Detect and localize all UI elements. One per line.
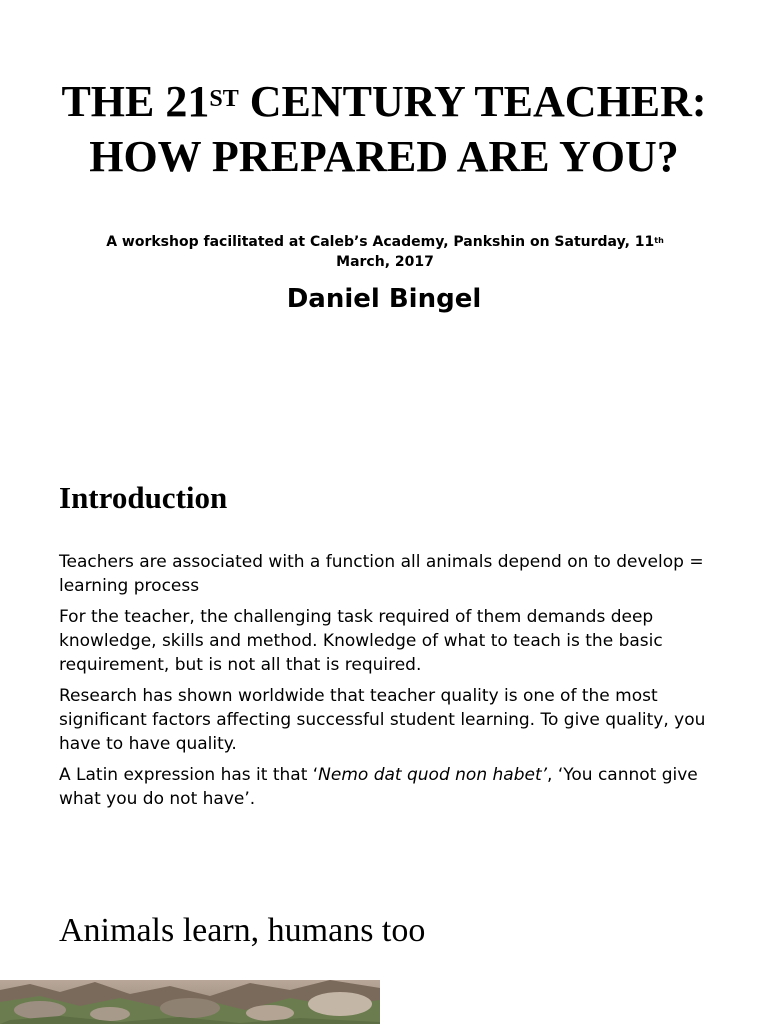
animals-slide bbox=[0, 880, 768, 1024]
introduction-slide bbox=[0, 460, 768, 880]
intro-paragraph-4 bbox=[59, 763, 719, 811]
title-text-part1: THE 21 bbox=[61, 77, 210, 126]
rocky-landscape-image bbox=[0, 980, 380, 1024]
main-title bbox=[0, 74, 768, 184]
subtitle-text-part2: March, 2017 bbox=[336, 254, 434, 270]
intro-paragraph-3: Research has shown worldwide that teacher quality is one of the most significant factors affecting successful student learning. To give quality, you have to have quality. bbox=[59, 686, 706, 754]
title-superscript: ST bbox=[209, 86, 239, 112]
intro-paragraph-2: For the teacher, the challenging task required of them demands deep knowledge, skills and method. Knowledge of what to teach is the basic requirement, but is not all that is required. bbox=[59, 607, 663, 675]
workshop-subtitle bbox=[90, 232, 680, 272]
latin-phrase: Nemo dat quod non habet’ bbox=[318, 765, 548, 785]
subtitle-text-part1: A workshop facilitated at Caleb’s Academy, Pankshin on Saturday, 11 bbox=[106, 234, 655, 250]
animals-heading: Animals learn, humans too bbox=[59, 912, 426, 949]
author-name: Daniel Bingel bbox=[286, 284, 482, 314]
title-slide bbox=[0, 0, 768, 400]
latin-quote-lead: A Latin expression has it that ‘ bbox=[59, 765, 319, 785]
intro-paragraph-1: Teachers are associated with a function all animals depend on to develop = learning process bbox=[59, 552, 704, 596]
latin-quote-translation: , ‘You cannot give what you do not have’. bbox=[59, 765, 698, 809]
title-text-part2: CENTURY TEACHER: HOW PREPARED ARE YOU? bbox=[89, 77, 707, 181]
subtitle-superscript: th bbox=[654, 236, 664, 245]
introduction-heading: Introduction bbox=[59, 480, 228, 515]
landscape-photo bbox=[0, 980, 380, 1024]
introduction-body bbox=[59, 550, 719, 818]
